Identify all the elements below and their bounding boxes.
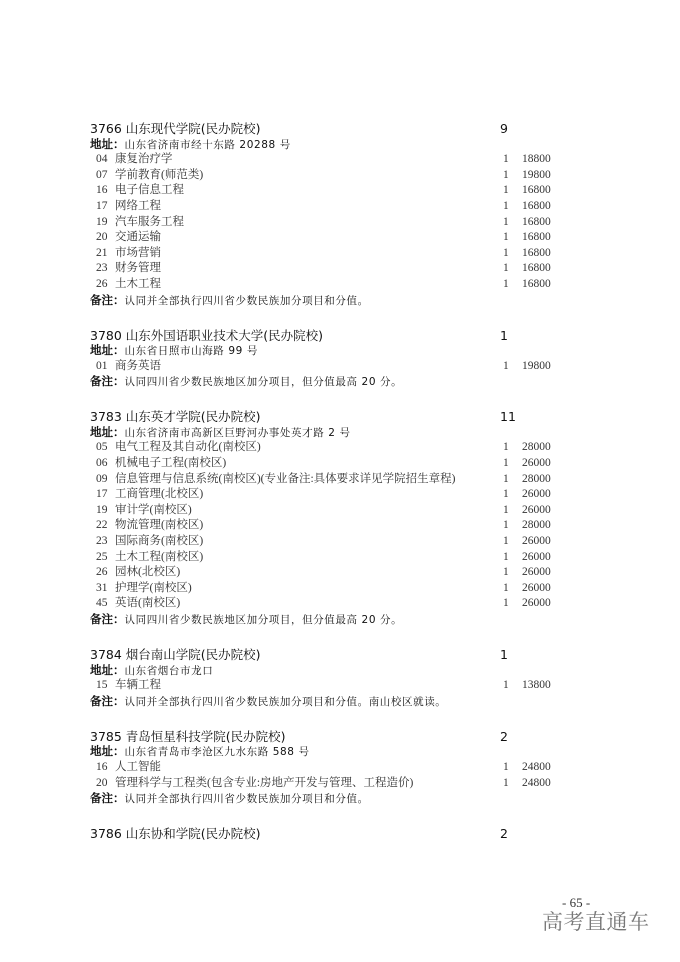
- school-title: [90, 121, 570, 137]
- address-value: 山东省济南市高新区巨野河办事处英才路 2 号: [124, 426, 351, 439]
- major-name: 审计学(南校区): [115, 503, 192, 516]
- major-plan: 1: [503, 581, 509, 594]
- major-fee: 13800: [522, 679, 551, 692]
- school-title: [90, 647, 570, 663]
- school-plan-count: 11: [500, 409, 516, 425]
- major-row: [90, 565, 570, 581]
- school-name: 山东英才学院(民办院校): [125, 409, 261, 425]
- school-note: [90, 791, 570, 807]
- major-row: [90, 277, 570, 293]
- major-plan: 1: [503, 519, 509, 532]
- major-plan: 1: [503, 488, 509, 501]
- major-name: 网络工程: [115, 199, 161, 212]
- major-row: [90, 776, 570, 792]
- major-code: 25: [96, 550, 108, 563]
- major-fee: 16800: [522, 277, 551, 290]
- note-value: 认同并全部执行四川省少数民族加分项目和分值。: [124, 294, 369, 307]
- major-fee: 26000: [522, 550, 551, 563]
- major-fee: 24800: [522, 760, 551, 773]
- school-address: [90, 663, 570, 679]
- major-plan: 1: [503, 262, 509, 275]
- school-title: [90, 729, 570, 745]
- major-plan: 1: [503, 277, 509, 290]
- major-fee: 28000: [522, 441, 551, 454]
- major-row: [90, 199, 570, 215]
- major-plan: 1: [503, 359, 509, 372]
- major-row: [90, 760, 570, 776]
- major-fee: 16800: [522, 199, 551, 212]
- major-fee: 19800: [522, 168, 551, 181]
- school-address: [90, 425, 570, 441]
- major-row: [90, 503, 570, 519]
- admission-plan-list: [90, 121, 570, 861]
- address-label: 地址：: [90, 424, 125, 439]
- major-fee: 16800: [522, 184, 551, 197]
- major-row: [90, 359, 570, 375]
- major-name: 电气工程及其自动化(南校区): [115, 441, 261, 454]
- school-note: [90, 374, 570, 390]
- major-fee: 16800: [522, 262, 551, 275]
- major-name: 汽车服务工程: [115, 215, 184, 228]
- note-label: 备注：: [90, 693, 125, 708]
- major-code: 17: [96, 488, 108, 501]
- school-section: [90, 647, 570, 709]
- major-plan: 1: [503, 679, 509, 692]
- major-name: 市场营销: [115, 246, 161, 259]
- major-code: 17: [96, 199, 108, 212]
- school-name: 山东协和学院(民办院校): [125, 826, 261, 842]
- school-name: 山东外国语职业技术大学(民办院校): [125, 327, 324, 343]
- major-code: 16: [96, 760, 108, 773]
- address-label: 地址：: [90, 343, 125, 358]
- major-fee: 26000: [522, 503, 551, 516]
- major-row: [90, 581, 570, 597]
- major-row: [90, 168, 570, 184]
- note-label: 备注：: [90, 374, 125, 389]
- major-plan: 1: [503, 215, 509, 228]
- major-name: 商务英语: [115, 359, 161, 372]
- address-value: 山东省烟台市龙口: [124, 664, 214, 677]
- school-address: [90, 744, 570, 760]
- major-fee: 28000: [522, 472, 551, 485]
- major-name: 机械电子工程(南校区): [115, 457, 227, 470]
- address-label: 地址：: [90, 744, 125, 759]
- major-fee: 26000: [522, 535, 551, 548]
- major-fee: 24800: [522, 776, 551, 789]
- major-row: [90, 472, 570, 488]
- major-code: 06: [96, 457, 108, 470]
- major-code: 45: [96, 597, 108, 610]
- school-name: 烟台南山学院(民办院校): [125, 646, 261, 662]
- school-title: [90, 826, 570, 842]
- major-code: 23: [96, 262, 108, 275]
- address-label: 地址：: [90, 662, 125, 677]
- major-plan: 1: [503, 184, 509, 197]
- school-section: [90, 409, 570, 627]
- major-row: [90, 215, 570, 231]
- major-fee: 16800: [522, 215, 551, 228]
- major-plan: 1: [503, 472, 509, 485]
- major-name: 工商管理(北校区): [115, 488, 204, 501]
- school-code: 3783: [90, 409, 122, 425]
- major-code: 23: [96, 535, 108, 548]
- major-name: 土木工程(南校区): [115, 550, 204, 563]
- note-label: 备注：: [90, 791, 125, 806]
- major-code: 01: [96, 359, 108, 372]
- major-name: 电子信息工程: [115, 184, 184, 197]
- major-name: 物流管理(南校区): [115, 519, 204, 532]
- school-section: [90, 121, 570, 308]
- major-name: 学前教育(师范类): [115, 168, 204, 181]
- note-value: 认同四川省少数民族地区加分项目，但分值最高 20 分。: [124, 614, 403, 626]
- school-code: 3785: [90, 728, 122, 744]
- major-code: 09: [96, 472, 108, 485]
- note-value: 认同并全部执行四川省少数民族加分项目和分值。南山校区就读。: [124, 695, 447, 708]
- major-name: 人工智能: [115, 760, 161, 773]
- major-name: 信息管理与信息系统(南校区)(专业备注:具体要求详见学院招生章程): [115, 472, 456, 485]
- major-fee: 18800: [522, 153, 551, 166]
- school-section: [90, 328, 570, 390]
- major-row: [90, 534, 570, 550]
- note-value: 认同四川省少数民族地区加分项目，但分值最高 20 分。: [124, 376, 403, 389]
- major-code: 26: [96, 277, 108, 290]
- major-code: 22: [96, 519, 108, 532]
- major-fee: 19800: [522, 359, 551, 372]
- major-plan: 1: [503, 550, 509, 563]
- school-code: 3786: [90, 826, 122, 842]
- note-label: 备注：: [90, 612, 125, 626]
- major-name: 财务管理: [115, 262, 161, 275]
- major-plan: 1: [503, 503, 509, 516]
- major-plan: 1: [503, 246, 509, 259]
- major-code: 04: [96, 153, 108, 166]
- major-code: 07: [96, 168, 108, 181]
- school-note: [90, 694, 570, 710]
- major-fee: 16800: [522, 231, 551, 244]
- major-row: [90, 456, 570, 472]
- major-plan: 1: [503, 231, 509, 244]
- major-code: 19: [96, 215, 108, 228]
- major-plan: 1: [503, 597, 509, 610]
- major-plan: 1: [503, 441, 509, 454]
- major-name: 土木工程: [115, 277, 161, 290]
- major-row: [90, 518, 570, 534]
- major-row: [90, 152, 570, 168]
- major-row: [90, 246, 570, 262]
- school-address: [90, 343, 570, 359]
- school-note: [90, 293, 570, 309]
- major-fee: 26000: [522, 566, 551, 579]
- address-value: 山东省青岛市李沧区九水东路 588 号: [124, 746, 310, 759]
- note-value: 认同并全部执行四川省少数民族加分项目和分值。: [124, 793, 369, 806]
- major-row: [90, 440, 570, 456]
- major-code: 31: [96, 581, 108, 594]
- major-name: 交通运输: [115, 231, 161, 244]
- major-name: 英语(南校区): [115, 597, 181, 610]
- school-address: [90, 137, 570, 153]
- major-fee: 26000: [522, 488, 551, 501]
- major-row: [90, 487, 570, 503]
- address-label: 地址：: [90, 136, 125, 151]
- major-code: 19: [96, 503, 108, 516]
- page-number: - 65 -: [562, 895, 591, 910]
- school-plan-count: 2: [500, 826, 508, 842]
- major-name: 康复治疗学: [115, 153, 173, 166]
- major-plan: 1: [503, 168, 509, 181]
- major-plan: 1: [503, 153, 509, 166]
- school-plan-count: 1: [500, 327, 508, 343]
- school-plan-count: 2: [500, 728, 508, 744]
- major-code: 21: [96, 246, 108, 259]
- major-code: 20: [96, 231, 108, 244]
- school-note: [90, 612, 570, 628]
- major-name: 护理学(南校区): [115, 581, 192, 594]
- major-name: 国际商务(南校区): [115, 535, 204, 548]
- school-plan-count: 1: [500, 646, 508, 662]
- school-name: 青岛恒星科技学院(民办院校): [125, 728, 286, 744]
- school-title: [90, 328, 570, 344]
- school-code: 3766: [90, 121, 122, 136]
- note-label: 备注：: [90, 292, 125, 307]
- school-code: 3780: [90, 327, 122, 343]
- major-fee: 26000: [522, 581, 551, 594]
- major-name: 管理科学与工程类(包含专业:房地产开发与管理、工程造价): [115, 776, 414, 789]
- major-plan: 1: [503, 535, 509, 548]
- major-code: 16: [96, 184, 108, 197]
- address-value: 山东省日照市山海路 99 号: [124, 345, 258, 358]
- major-plan: 1: [503, 776, 509, 789]
- major-name: 车辆工程: [115, 679, 161, 692]
- major-plan: 1: [503, 566, 509, 579]
- school-plan-count: 9: [500, 121, 508, 136]
- major-plan: 1: [503, 760, 509, 773]
- major-code: 05: [96, 441, 108, 454]
- major-code: 26: [96, 566, 108, 579]
- major-plan: 1: [503, 199, 509, 212]
- school-code: 3784: [90, 646, 122, 662]
- major-row: [90, 596, 570, 612]
- major-name: 园林(北校区): [115, 566, 181, 579]
- major-fee: 28000: [522, 519, 551, 532]
- major-row: [90, 261, 570, 277]
- major-code: 15: [96, 679, 108, 692]
- major-row: [90, 550, 570, 566]
- watermark: 高考直通车: [542, 910, 650, 934]
- major-row: [90, 678, 570, 694]
- school-section: [90, 729, 570, 807]
- school-title: [90, 409, 570, 425]
- major-fee: 26000: [522, 597, 551, 610]
- major-row: [90, 230, 570, 246]
- address-value: 山东省济南市经十东路 20288 号: [124, 138, 291, 151]
- major-plan: 1: [503, 457, 509, 470]
- school-name: 山东现代学院(民办院校): [125, 121, 261, 136]
- major-row: [90, 183, 570, 199]
- school-section: [90, 826, 570, 842]
- major-code: 20: [96, 776, 108, 789]
- major-fee: 26000: [522, 457, 551, 470]
- major-fee: 16800: [522, 246, 551, 259]
